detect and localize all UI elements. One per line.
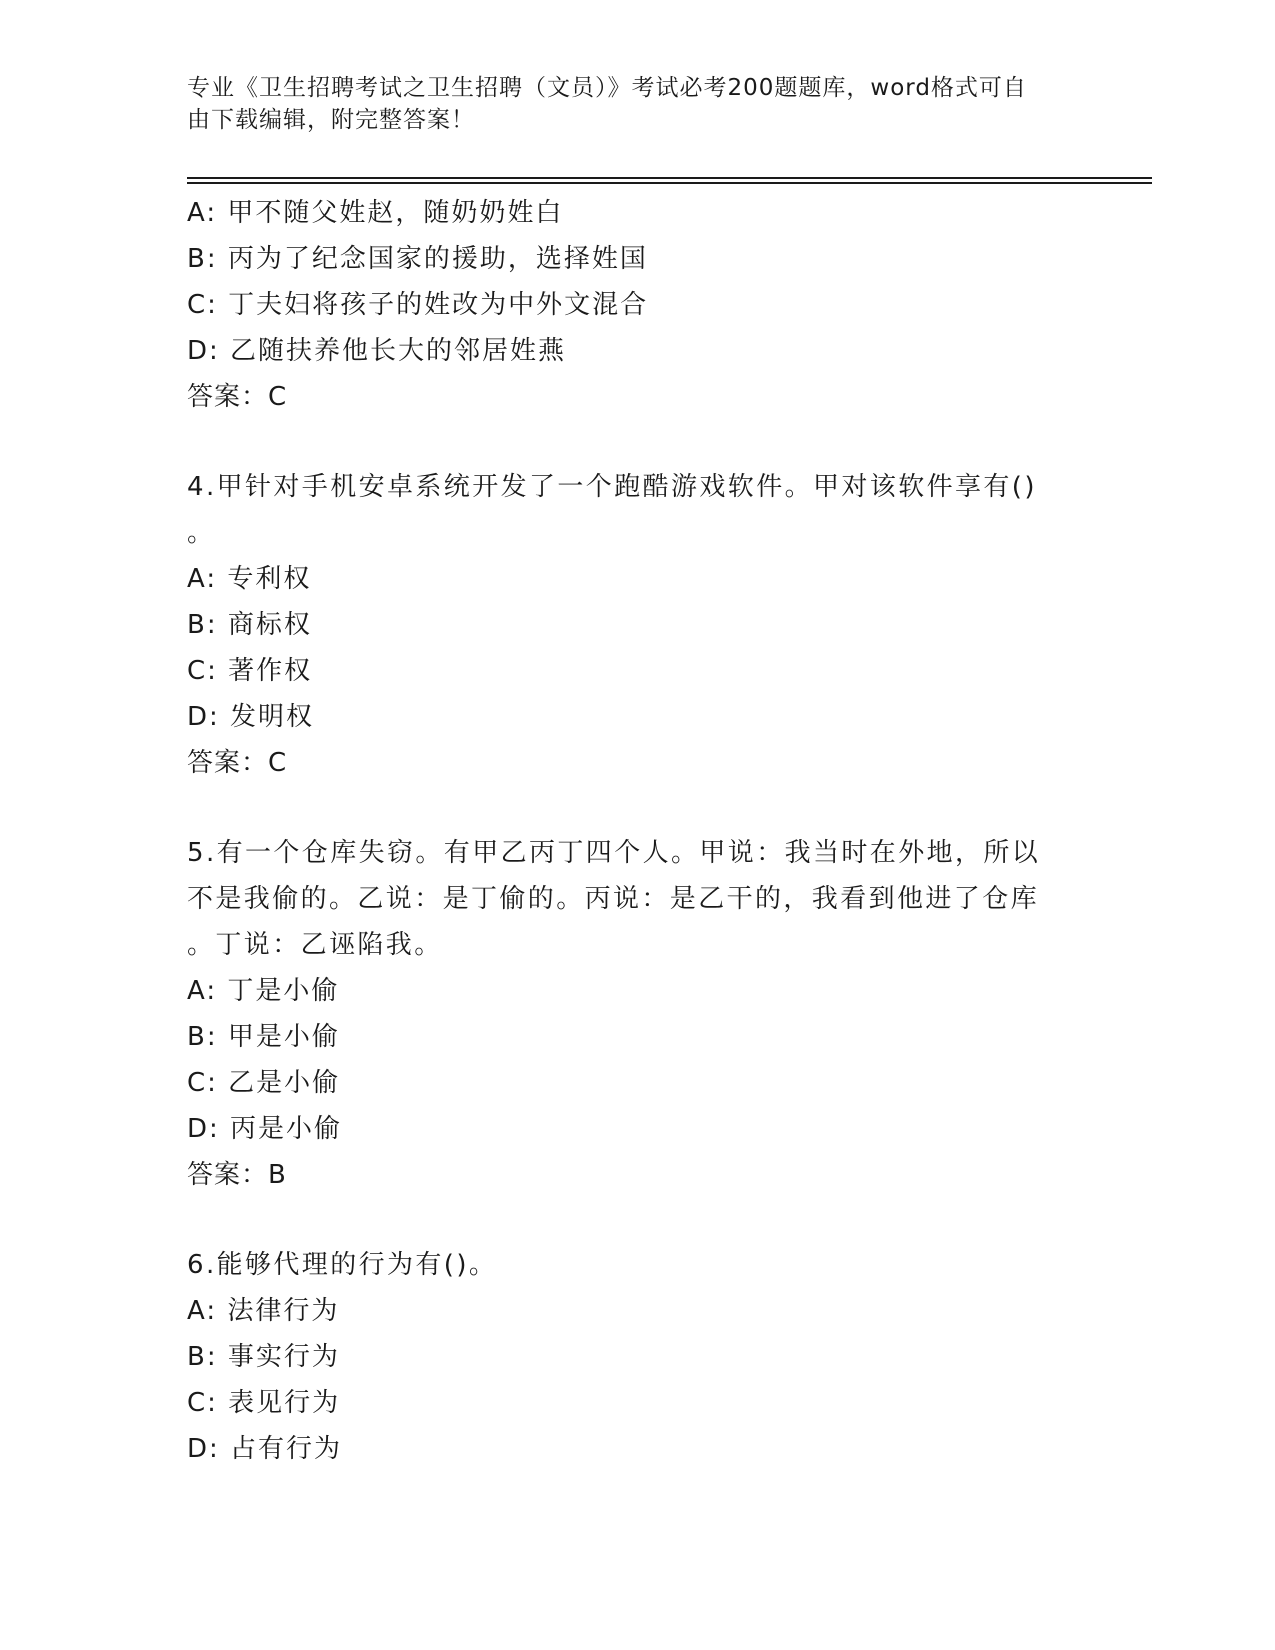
option-b: B: 事实行为: [187, 1342, 340, 1372]
stem-line: 5.有一个仓库失窃。有甲乙丙丁四个人。甲说：我当时在外地，所以: [187, 838, 1041, 868]
document-header: [187, 72, 1067, 136]
option-b: B: 丙为了纪念国家的援助，选择姓国: [187, 244, 648, 274]
question-list: [187, 190, 1067, 1472]
header-rule-top: [187, 177, 1152, 179]
option-b: B: 甲是小偷: [187, 1022, 340, 1052]
option-d: D: 乙随扶养他长大的邻居姓燕: [187, 336, 567, 366]
option-a: A: 甲不随父姓赵，随奶奶姓白: [187, 198, 564, 228]
question-6: [187, 1242, 1067, 1472]
stem-line: 6.能够代理的行为有()。: [187, 1250, 498, 1280]
stem-line: 4.甲针对手机安卓系统开发了一个跑酷游戏软件。甲对该软件享有(): [187, 472, 1037, 502]
header-line-1: 专业《卫生招聘考试之卫生招聘（文员）》考试必考200题题库，word格式可自: [187, 75, 1027, 101]
stem-line: 不是我偷的。乙说：是丁偷的。丙说：是乙干的，我看到他进了仓库: [187, 884, 1040, 914]
header-rule-bottom: [187, 182, 1152, 184]
answer: 答案：B: [187, 1160, 287, 1190]
option-b: B: 商标权: [187, 610, 312, 640]
answer: 答案：C: [187, 748, 288, 778]
question-3: [187, 190, 1067, 420]
header-line-2: 由下载编辑，附完整答案！: [187, 107, 475, 133]
option-a: A: 丁是小偷: [187, 976, 340, 1006]
option-c: C: 丁夫妇将孩子的姓改为中外文混合: [187, 290, 649, 320]
question-stem: [187, 464, 1067, 556]
option-c: C: 表见行为: [187, 1388, 341, 1418]
option-c: C: 乙是小偷: [187, 1068, 341, 1098]
option-d: D: 发明权: [187, 702, 315, 732]
option-d: D: 丙是小偷: [187, 1114, 343, 1144]
answer: 答案：C: [187, 382, 288, 412]
question-stem: [187, 830, 1067, 968]
option-a: A: 专利权: [187, 564, 312, 594]
stem-line: 。: [187, 518, 216, 548]
option-c: C: 著作权: [187, 656, 313, 686]
stem-line: 。丁说：乙诬陷我。: [187, 930, 443, 960]
question-4: [187, 464, 1067, 786]
question-5: [187, 830, 1067, 1198]
option-d: D: 占有行为: [187, 1434, 343, 1464]
option-a: A: 法律行为: [187, 1296, 340, 1326]
question-stem: [187, 1242, 1067, 1288]
